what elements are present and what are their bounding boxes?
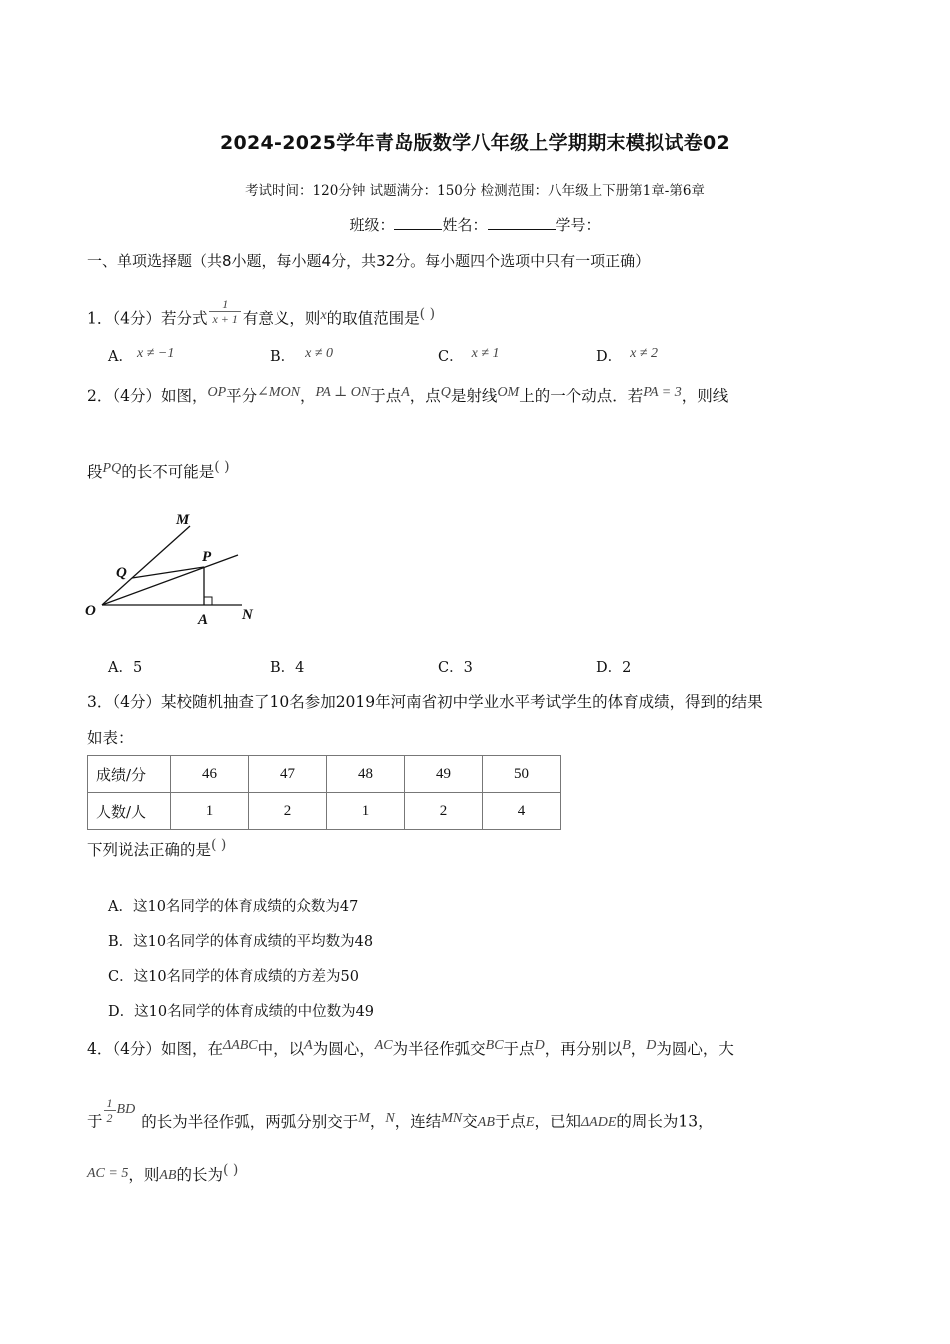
q3-option-a[interactable]: A．这10名同学的体育成绩的众数为47 xyxy=(108,899,359,915)
table-row xyxy=(88,793,561,830)
q2-option-b[interactable]: B．4 xyxy=(270,660,305,676)
table-cell: 48 xyxy=(327,756,405,793)
table-cell: 2 xyxy=(249,793,327,830)
q2-option-c[interactable]: C．3 xyxy=(438,660,473,676)
table-row xyxy=(88,756,561,793)
question-2: 2．（4分）如图，OP平分∠MON，PA ⊥ ON于点A，点Q是射线OM上的一个动点．若PA = 3，则线 xyxy=(87,385,729,405)
q3-option-d[interactable]: D．这10名同学的体育成绩的中位数为49 xyxy=(108,1004,375,1020)
table-cell: 2 xyxy=(405,793,483,830)
row-label-count: 人数/人 xyxy=(88,793,171,830)
table-cell: 47 xyxy=(249,756,327,793)
q1-option-a[interactable]: A． x ≠ −1 xyxy=(108,346,175,365)
exam-info: 考试时间：120分钟 试题满分：150分 检测范围：八年级上下册第1章-第6章 xyxy=(245,183,705,199)
student-fields xyxy=(0,214,950,235)
score-table xyxy=(87,755,561,830)
table-cell: 46 xyxy=(171,756,249,793)
question-4: 4．（4分）如图，在ΔABC中，以A为圆心，AC为半径作弧交BC于点D，再分别以B，D为圆心，大 xyxy=(87,1038,734,1058)
label-p: P xyxy=(202,549,212,565)
q2-option-d[interactable]: D．2 xyxy=(596,660,632,676)
class-label: 班级： xyxy=(349,216,395,234)
label-a: A xyxy=(198,612,209,628)
q1-option-b[interactable]: B． x ≠ 0 xyxy=(270,346,334,365)
q2-figure xyxy=(80,505,270,630)
label-q: Q xyxy=(116,565,127,581)
table-cell: 49 xyxy=(405,756,483,793)
name-label: 姓名： xyxy=(442,216,488,234)
page-title: 2024-2025学年青岛版数学八年级上学期期末模拟试卷02 xyxy=(219,132,731,154)
q1-fraction: $\frac{1}{x + 1}$ xyxy=(209,297,240,326)
q2-option-a[interactable]: A．5 xyxy=(108,660,143,676)
row-label-score: 成绩/分 xyxy=(88,756,171,793)
student-id-label: 学号： xyxy=(555,216,601,234)
name-blank[interactable] xyxy=(488,215,556,230)
table-cell: 50 xyxy=(483,756,561,793)
table-cell: 1 xyxy=(171,793,249,830)
question-3-prompt: 下列说法正确的是( ) xyxy=(87,837,227,859)
q1-text: 1．（4分）若分式 xyxy=(87,309,208,328)
label-n: N xyxy=(242,607,253,623)
question-3: 3．（4分）某校随机抽查了10名参加2019年河南省初中学业水平考试学生的体育成绩，得到的结果 xyxy=(87,693,763,711)
q4-fraction: $\frac{1}{2}$ xyxy=(104,1096,116,1125)
question-2-line2: 段PQ的长不可能是( ) xyxy=(87,459,230,481)
q3-option-c[interactable]: C．这10名同学的体育成绩的方差为50 xyxy=(108,969,359,985)
right-angle-mark xyxy=(204,597,212,605)
table-cell: 1 xyxy=(327,793,405,830)
class-blank[interactable] xyxy=(394,215,442,230)
q1-option-d[interactable]: D． x ≠ 2 xyxy=(596,346,659,365)
q1-option-c[interactable]: C． x ≠ 1 xyxy=(438,346,500,365)
table-cell: 4 xyxy=(483,793,561,830)
section-heading: 一、单项选择题（共8小题，每小题4分，共32分。每小题四个选项中只有一项正确） xyxy=(87,252,651,270)
label-m: M xyxy=(176,512,190,528)
q3-option-b[interactable]: B．这10名同学的体育成绩的平均数为48 xyxy=(108,934,374,950)
question-4-line3: AC = 5，则AB的长为( ) xyxy=(87,1162,239,1184)
question-3-line2: 如表： xyxy=(87,729,134,747)
question-4-line2: 于 $\frac{1}{2}$ BD的长为半径作弧，两弧分别交于M，N，连结MN交AB于点E，已知ΔADE的周长为13， xyxy=(87,1096,714,1131)
question-1: 1．（4分）若分式 $\frac{1}{x + 1}$ 有意义，则x的取值范围是( ) xyxy=(87,297,436,328)
label-o: O xyxy=(85,603,96,619)
